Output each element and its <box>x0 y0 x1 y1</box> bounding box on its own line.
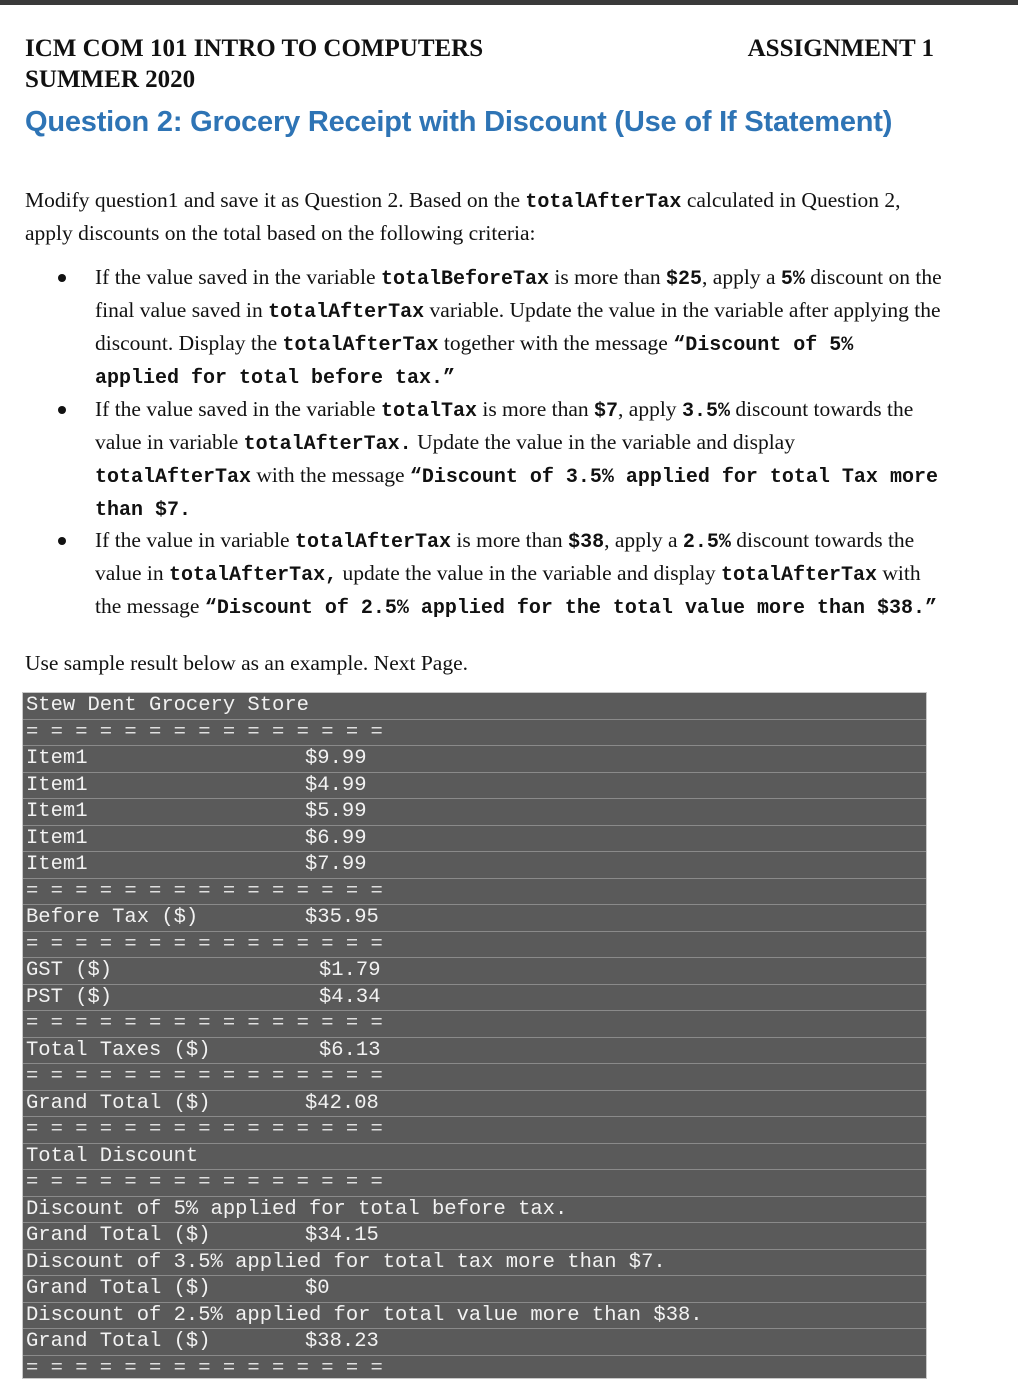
receipt-discounted-total-row <box>23 1223 926 1250</box>
intro-code: totalAfterTax <box>525 191 681 214</box>
receipt-gst-row <box>23 958 926 985</box>
criteria-item-3-5pct <box>25 394 945 525</box>
before-tax-label: Before Tax ($) <box>26 906 198 929</box>
item-price: $4.99 <box>305 773 367 799</box>
receipt-total-taxes-row <box>23 1038 926 1065</box>
before-tax-value: $35.95 <box>305 905 379 931</box>
criteria-code: 5% <box>781 268 805 291</box>
criteria-code: totalAfterTax <box>283 334 439 357</box>
receipt-separator: = = = = = = = = = = = = = = = <box>23 1170 926 1197</box>
intro-paragraph <box>25 185 925 249</box>
course-header <box>25 33 483 95</box>
pst-label: PST ($) <box>26 986 112 1009</box>
criteria-text: , apply a <box>604 528 683 552</box>
criteria-text: , apply a <box>702 265 781 289</box>
receipt-item-row <box>23 773 926 800</box>
discount-5-message: Discount of 5% applied for total before tax. <box>26 1198 567 1221</box>
course-term: SUMMER 2020 <box>25 64 483 95</box>
course-title: ICM COM 101 INTRO TO COMPUTERS <box>25 33 483 64</box>
criteria-text: together with the message <box>439 331 674 355</box>
total-taxes-label: Total Taxes ($) <box>26 1039 211 1062</box>
criteria-code: totalAfterTax <box>95 466 251 489</box>
receipt-separator: = = = = = = = = = = = = = = = <box>23 1356 926 1381</box>
criteria-text: Update the value in the variable and display <box>412 430 795 454</box>
criteria-code: totalAfterTax <box>268 301 424 324</box>
criteria-message: “Discount of 3.5% applied for total Tax more than $7. <box>95 466 938 522</box>
item-price: $7.99 <box>305 852 367 878</box>
criteria-item-2-5pct <box>25 525 945 623</box>
discount-2-5-message: Discount of 2.5% applied for total value more than $38. <box>26 1304 703 1327</box>
receipt-discounted-total-row <box>23 1329 926 1356</box>
grand-total-label: Grand Total ($) <box>26 1224 211 1247</box>
criteria-text: update the value in the variable and display <box>337 561 721 585</box>
criteria-text: , apply <box>618 397 682 421</box>
gst-label: GST ($) <box>26 959 112 982</box>
intro-text: calculated in Question 2, apply discounts on the total based on the following criteria: <box>25 188 901 245</box>
receipt-discounted-total-row <box>23 1276 926 1303</box>
criteria-code: totalAfterTax <box>721 564 877 587</box>
receipt-store-name <box>23 693 926 720</box>
total-taxes-value: $6.13 <box>319 1038 381 1064</box>
criteria-text: is more than <box>451 528 568 552</box>
bullet-icon <box>58 406 66 414</box>
receipt-separator: = = = = = = = = = = = = = = = <box>23 1117 926 1144</box>
question-title: Question 2: Grocery Receipt with Discount (Use of If Statement) <box>25 103 892 141</box>
criteria-text: is more than <box>549 265 666 289</box>
criteria-code: $25 <box>666 268 702 291</box>
criteria-code: totalAfterTax, <box>169 564 337 587</box>
criteria-text: discount towards the value in <box>95 528 914 585</box>
criteria-code: totalTax <box>381 400 477 423</box>
criteria-message: “Discount of 5% applied for total before tax.” <box>95 334 853 390</box>
receipt-item-row <box>23 826 926 853</box>
gst-value: $1.79 <box>319 958 381 984</box>
criteria-text: with the message <box>251 463 410 487</box>
grand-total-value: $0 <box>305 1276 330 1302</box>
criteria-text: discount towards the value in variable <box>95 397 913 454</box>
receipt-total-discount-row <box>23 1144 926 1171</box>
receipt-output <box>22 692 927 1379</box>
assignment-label: ASSIGNMENT 1 <box>748 33 934 64</box>
criteria-code: $7 <box>594 400 618 423</box>
receipt-discount-message <box>23 1303 926 1330</box>
bullet-icon <box>58 274 66 282</box>
grand-total-value: $42.08 <box>305 1091 379 1117</box>
criteria-text: is more than <box>477 397 594 421</box>
item-price: $9.99 <box>305 746 367 772</box>
criteria-text: with the message <box>95 561 921 618</box>
grand-total-label: Grand Total ($) <box>26 1330 211 1353</box>
total-discount-label: Total Discount <box>26 1145 198 1168</box>
item-name: Item1 <box>26 827 88 850</box>
receipt-discount-message <box>23 1197 926 1224</box>
criteria-text: If the value saved in the variable <box>95 265 381 289</box>
top-border <box>0 0 1018 5</box>
grand-total-value: $38.23 <box>305 1329 379 1355</box>
criteria-text: discount on the final value saved in <box>95 265 942 322</box>
criteria-message: “Discount of 2.5% applied for the total value more than $38.” <box>205 597 937 620</box>
criteria-text: If the value in variable <box>95 528 295 552</box>
receipt-separator: = = = = = = = = = = = = = = = <box>23 932 926 959</box>
bullet-icon <box>58 537 66 545</box>
criteria-code: totalAfterTax. <box>244 433 412 456</box>
criteria-list <box>25 262 945 623</box>
receipt-item-row <box>23 799 926 826</box>
discount-3-5-message: Discount of 3.5% applied for total tax more than $7. <box>26 1251 666 1274</box>
pst-value: $4.34 <box>319 985 381 1011</box>
criteria-code: 3.5% <box>682 400 730 423</box>
intro-text: Modify question1 and save it as Question 2. Based on the <box>25 188 525 212</box>
item-price: $6.99 <box>305 826 367 852</box>
criteria-code: $38 <box>568 531 604 554</box>
receipt-separator: = = = = = = = = = = = = = = = <box>23 879 926 906</box>
receipt-discount-message <box>23 1250 926 1277</box>
item-name: Item1 <box>26 853 88 876</box>
criteria-code: 2.5% <box>683 531 731 554</box>
receipt-before-tax-row <box>23 905 926 932</box>
store-name: Stew Dent Grocery Store <box>26 694 309 717</box>
criteria-text: If the value saved in the variable <box>95 397 381 421</box>
receipt-pst-row <box>23 985 926 1012</box>
receipt-item-row <box>23 852 926 879</box>
receipt-item-row <box>23 746 926 773</box>
criteria-item-5pct <box>25 262 945 394</box>
receipt-separator: = = = = = = = = = = = = = = = <box>23 1011 926 1038</box>
item-name: Item1 <box>26 774 88 797</box>
item-price: $5.99 <box>305 799 367 825</box>
criteria-text: variable. Update the value in the variable after applying the discount. Display the <box>95 298 941 355</box>
grand-total-label: Grand Total ($) <box>26 1277 211 1300</box>
item-name: Item1 <box>26 800 88 823</box>
criteria-code: totalAfterTax <box>295 531 451 554</box>
criteria-code: totalBeforeTax <box>381 268 549 291</box>
sample-note: Use sample result below as an example. Next Page. <box>25 648 468 679</box>
item-name: Item1 <box>26 747 88 770</box>
receipt-separator: = = = = = = = = = = = = = = = <box>23 1064 926 1091</box>
grand-total-label: Grand Total ($) <box>26 1092 211 1115</box>
receipt-grand-total-row <box>23 1091 926 1118</box>
grand-total-value: $34.15 <box>305 1223 379 1249</box>
receipt-separator: = = = = = = = = = = = = = = = <box>23 720 926 747</box>
